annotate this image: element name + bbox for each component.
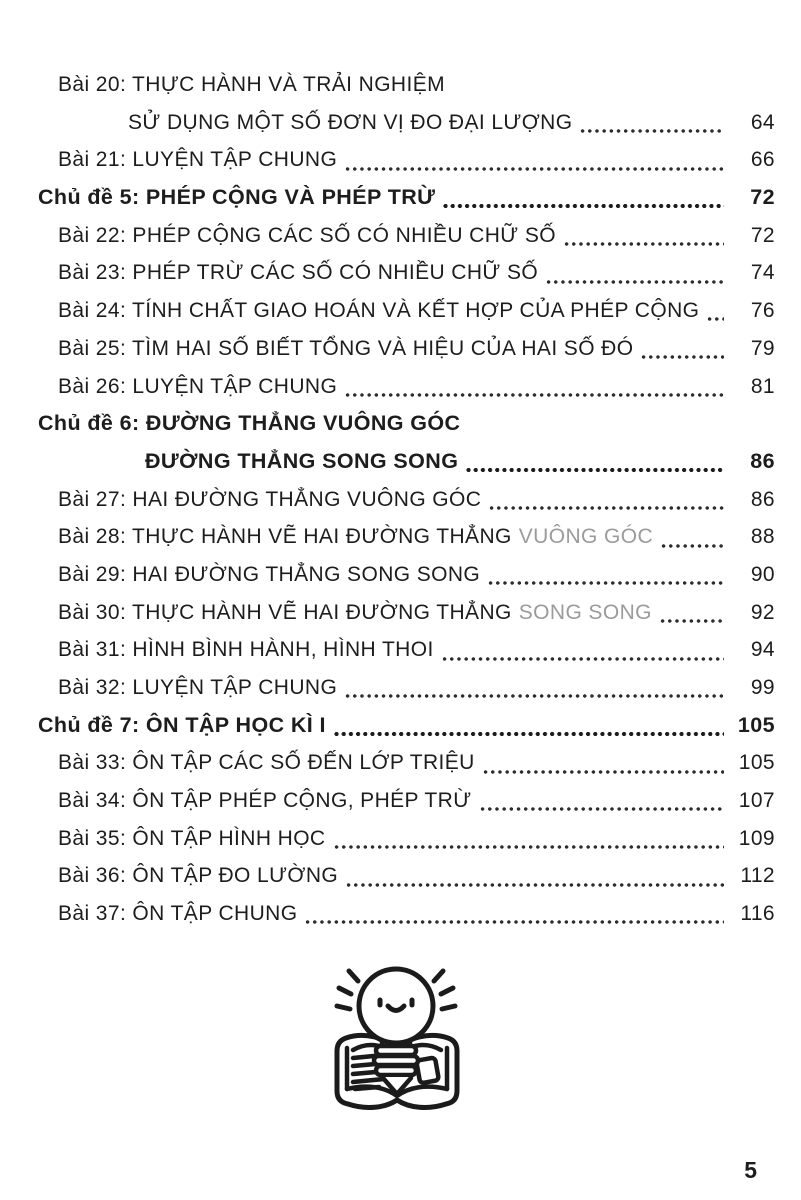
toc-page-number: 72	[750, 185, 775, 210]
dot-leader	[482, 744, 724, 782]
toc-entry-label: Bài 23: PHÉP TRỪ CÁC SỐ CÓ NHIỀU CHỮ SỐ	[58, 261, 539, 285]
toc-row	[38, 481, 775, 519]
dot-leader	[304, 895, 724, 933]
toc-entry-label: Bài 28: THỰC HÀNH VẼ HAI ĐƯỜNG THẲNG VUÔNG GÓC	[58, 525, 654, 549]
dot-leader	[333, 820, 725, 858]
toc-page-number: 72	[750, 223, 775, 247]
toc-entry-label: Bài 30: THỰC HÀNH VẼ HAI ĐƯỜNG THẲNG SONG SONG	[58, 600, 652, 624]
toc-row	[38, 744, 775, 782]
toc-entry-label-faded: VUÔNG GÓC	[518, 525, 654, 549]
toc-page-number: 86	[750, 448, 775, 473]
toc-page-number: 79	[750, 336, 775, 360]
toc-entry-label: Bài 35: ÔN TẬP HÌNH HỌC	[58, 826, 326, 850]
toc-page-number: 99	[750, 676, 775, 699]
toc-entry-label: Bài 37: ÔN TẬP CHUNG	[58, 902, 298, 926]
toc-row	[38, 66, 775, 104]
toc-row	[38, 254, 775, 292]
toc-row	[38, 782, 775, 820]
toc-entry-label: Bài 21: LUYỆN TẬP CHUNG	[58, 148, 338, 172]
toc-row	[38, 368, 775, 406]
dot-leader	[640, 330, 724, 368]
toc-chapter-label: Chủ đề 7: ÔN TẬP HỌC KÌ I	[38, 712, 326, 737]
toc-entry-label: Bài 24: TÍNH CHẤT GIAO HOÁN VÀ KẾT HỢP CỦA PHÉP CỘNG	[58, 299, 700, 323]
toc-chapter-row	[38, 405, 775, 443]
toc-entry-label: Bài 22: PHÉP CỘNG CÁC SỐ CÓ NHIỀU CHỮ SỐ	[58, 223, 556, 247]
toc-entry-label: Bài 33: ÔN TẬP CÁC SỐ ĐẾN LỚP TRIỆU	[58, 751, 475, 775]
toc-row	[38, 556, 775, 594]
toc-row	[38, 895, 775, 933]
toc-page-number: 94	[750, 638, 775, 662]
toc-chapter-row-continuation	[38, 443, 775, 481]
toc-entry-label: Bài 34: ÔN TẬP PHÉP CỘNG, PHÉP TRỪ	[58, 789, 472, 813]
toc-page-number: 81	[750, 374, 775, 398]
dot-leader	[545, 254, 724, 292]
toc-page-number: 116	[740, 902, 775, 926]
toc-row-continuation	[38, 104, 775, 142]
toc-entry-label: Bài 25: TÌM HAI SỐ BIẾT TỔNG VÀ HIỆU CỦA HAI SỐ ĐÓ	[58, 336, 634, 360]
lightbulb-book-icon	[322, 958, 472, 1133]
toc-row	[38, 820, 775, 858]
toc-page-number: 90	[750, 562, 775, 586]
dot-leader	[344, 669, 724, 707]
page-number: 5	[744, 1157, 757, 1183]
toc-page-number: 92	[750, 600, 775, 624]
toc-row	[38, 141, 775, 179]
toc-page-number: 76	[750, 299, 775, 323]
toc-chapter-row	[38, 179, 775, 217]
toc-page-number: 66	[750, 148, 775, 172]
toc-entry-label: Bài 29: HAI ĐƯỜNG THẲNG SONG SONG	[58, 562, 481, 586]
toc-page-number: 109	[738, 826, 775, 850]
toc-row	[38, 631, 775, 669]
dot-leader	[563, 217, 724, 255]
toc-page-number: 86	[750, 487, 775, 511]
dot-leader	[487, 556, 724, 594]
dot-leader	[660, 518, 724, 556]
toc-row	[38, 518, 775, 556]
dot-leader	[344, 368, 724, 406]
toc-entry-label-faded: SONG SONG	[518, 600, 652, 624]
toc-row	[38, 669, 775, 707]
toc-chapter-label: Chủ đề 5: PHÉP CỘNG VÀ PHÉP TRỪ	[38, 185, 436, 210]
toc-page-number: 105	[737, 712, 775, 737]
toc-row	[38, 857, 775, 895]
dot-leader	[442, 179, 724, 217]
toc-entry-label: Bài 36: ÔN TẬP ĐO LƯỜNG	[58, 864, 339, 888]
toc-entry-label: Bài 26: LUYỆN TẬP CHUNG	[58, 374, 338, 398]
toc-page-number: 107	[738, 789, 775, 813]
toc-row	[38, 292, 775, 330]
toc-page-number: 74	[750, 261, 775, 285]
dot-leader	[659, 594, 724, 632]
dot-leader	[345, 857, 724, 895]
dot-leader	[344, 141, 724, 179]
toc-row	[38, 330, 775, 368]
toc-entry-label: Bài 31: HÌNH BÌNH HÀNH, HÌNH THOI	[58, 638, 434, 662]
toc-row	[38, 217, 775, 255]
toc-entry-label: Bài 32: LUYỆN TẬP CHUNG	[58, 676, 338, 699]
toc-page-number: 105	[738, 751, 775, 775]
table-of-contents	[38, 66, 775, 933]
toc-chapter-label: Chủ đề 6: ĐƯỜNG THẲNG VUÔNG GÓC	[38, 411, 461, 436]
dot-leader	[441, 631, 724, 669]
dot-leader	[479, 782, 724, 820]
dot-leader	[706, 292, 724, 330]
toc-entry-label: Bài 20: THỰC HÀNH VÀ TRẢI NGHIỆM	[58, 73, 446, 96]
toc-page-number: 88	[750, 525, 775, 549]
toc-entry-label: SỬ DỤNG MỘT SỐ ĐƠN VỊ ĐO ĐẠI LƯỢNG	[128, 110, 573, 134]
toc-page-number: 64	[750, 110, 775, 134]
toc-page-number: 112	[740, 864, 775, 888]
dot-leader	[465, 443, 724, 481]
toc-row	[38, 594, 775, 632]
dot-leader	[333, 707, 724, 745]
toc-chapter-row	[38, 707, 775, 745]
dot-leader	[579, 104, 724, 142]
toc-entry-label: Bài 27: HAI ĐƯỜNG THẲNG VUÔNG GÓC	[58, 487, 482, 511]
dot-leader	[488, 481, 724, 519]
toc-chapter-label: ĐƯỜNG THẲNG SONG SONG	[145, 448, 459, 473]
